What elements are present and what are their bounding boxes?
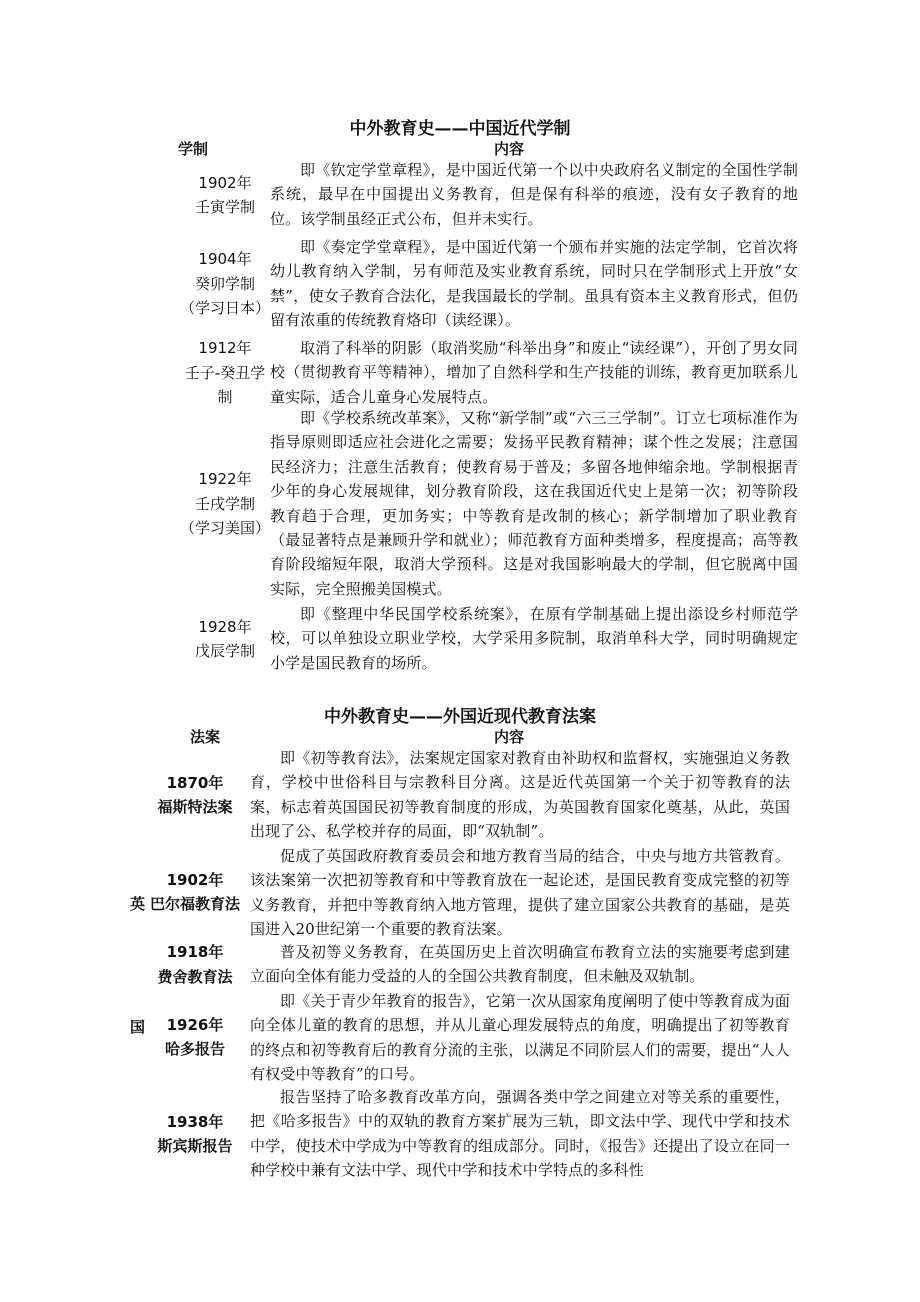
country-label-char-1: 英	[130, 895, 146, 913]
row-label	[130, 1085, 260, 1183]
row-label	[130, 844, 260, 940]
section2-title: 中外教育史——外国近现代教育法案	[324, 707, 596, 727]
row-content: 即《整理中华民国学校系统案》，在原有学制基础上提出添设乡村师范学校，可以单独设立职业学校，大学采用多院制，取消单科大学，同时明确规定小学是国民教育的场所。	[270, 605, 798, 672]
label-line: 制	[217, 388, 233, 407]
label-line: 1912年	[198, 339, 252, 358]
section1-col-content: 内容	[494, 140, 525, 158]
section1-row-1912	[130, 336, 810, 410]
label-line: 1902年	[198, 173, 252, 192]
label-line: 1922年	[198, 470, 252, 489]
row-content: 即《关于青少年教育的报告》，它第一次从国家角度阐明了使中等教育成为面向全体儿童的教育的思想，并从儿童心理发展特点的角度，明确提出了初等教育的终点和初等教育后的教育分流的主张，以满足不同阶层人们的需要，提出“人人有权受中等教育”的口号。	[250, 992, 790, 1084]
section2-row-1926	[130, 989, 810, 1085]
country-label-char-2: 国	[130, 1018, 146, 1036]
section1-title: 中外教育史——中国近代学制	[349, 119, 571, 139]
section2-row-1870	[130, 746, 810, 844]
label-line: 1918年	[166, 943, 224, 961]
row-content: 取消了科举的阴影（取消奖励“科举出身”和废止“读经课”），开创了男女同校（贯彻教育平等精神），增加了自然科学和生产技能的训练，教育更加联系儿童实际，适合儿童身心发展特点。	[270, 339, 798, 406]
row-label	[170, 158, 280, 232]
label-line: 癸卯学制	[194, 274, 255, 293]
label-line: 1938年	[166, 1112, 224, 1131]
row-label	[130, 940, 260, 989]
row-label	[170, 406, 280, 602]
section2-row-1918	[130, 940, 810, 989]
section2-col-label: 法案	[190, 728, 221, 746]
label-line: 壬戌学制	[194, 494, 255, 513]
label-line: 1926年	[166, 1015, 224, 1034]
row-content: 即《钦定学堂章程》，是中国近代第一个以中央政府名义制定的全国性学制系统，最早在中国提出义务教育，但是保有科举的痕迹，没有女子教育的地位。该学制虽经正式公布，但并未实行。	[270, 161, 798, 228]
label-line: 壬子-癸丑学	[184, 363, 266, 382]
row-content: 报告坚持了哈多教育改革方向，强调各类中学之间建立对等关系的重要性，把《哈多报告》中的双轨的教育方案扩展为三轨，即文法中学、现代中学和技术中学，使技术中学成为中等教育的组成部分。同时，《报告》还提出了设立在同一种学校中兼有文法中学、现代中学和技术中学特点的多科性	[250, 1088, 790, 1180]
label-line: 费舍教育法	[157, 967, 233, 986]
row-content: 即《学校系统改革案》，又称“新学制”或“六三三学制”。订立七项标准作为指导原则即适应社会进化之需要；发扬平民教育精神；谋个性之发展；注意国民经济力；注意生活教育；使教育易于普及；多留各地伸缩余地。学制根据青少年的身心发展规律，划分教育阶段，这在我国近代史上是第一次；初等阶段教育趋于合理，更加务实；中等教育是改制的核心；新学制增加了职业教育（最显著特点是兼顾升学和就业）；师范教育方面种类增多，程度提高；高等教育阶段缩短年限，取消大学预科。这是对我国影响最大的学制，但它脱离中国实际，完全照搬美国模式。	[270, 409, 798, 598]
section1-row-1902	[130, 158, 810, 232]
row-content: 即《奏定学堂章程》，是中国近代第一个颁布并实施的法定学制，它首次将幼儿教育纳入学制，另有师范及实业教育系统，同时只在学制形式上开放“女禁”，使女子教育合法化，是我国最长的学制。虽具有资本主义教育形式，但仍留有浓重的传统教育烙印（读经课）。	[270, 238, 798, 330]
label-line: 斯宾斯报告	[157, 1137, 233, 1155]
row-label	[170, 336, 280, 410]
label-line: 1902年	[166, 870, 224, 889]
section2-row-1938	[130, 1085, 810, 1183]
row-label	[130, 746, 260, 844]
label-line: 福斯特法案	[157, 798, 233, 816]
row-label	[170, 235, 280, 333]
label-line: 1870年	[166, 773, 224, 792]
label-line: 壬寅学制	[194, 198, 255, 216]
row-content: 即《初等教育法》，法案规定国家对教育由补助权和监督权，实施强迫义务教育，学校中世俗科目与宗教科目分离。这是近代英国第一个关于初等教育的法案，标志着英国国民初等教育制度的形成，为英国教育国家化奠基，从此，英国出现了公、私学校并存的局面，即“双轨制”。	[250, 749, 790, 841]
section1-row-1904	[130, 235, 810, 333]
section2-col-content: 内容	[494, 728, 525, 746]
row-content: 普及初等义务教育，在英国历史上首次明确宣布教育立法的实施要考虑到建立面向全体有能力受益的人的全国公共教育制度，但未触及双轨制。	[250, 943, 790, 986]
label-line: （学习美国）	[179, 519, 270, 538]
label-line: （学习日本）	[179, 299, 270, 318]
row-label	[170, 602, 280, 676]
section1-row-1922	[130, 406, 810, 602]
row-content: 促成了英国政府教育委员会和地方教育当局的结合，中央与地方共管教育。该法案第一次把初等教育和中等教育放在一起论述，是国民教育变成完整的初等义务教育，并把中等教育纳入地方管理，提供了建立国家公共教育的基础，是英国进入20世纪第一个重要的教育法案。	[250, 847, 790, 939]
section2-row-1902	[130, 844, 810, 940]
row-label	[130, 989, 260, 1085]
section1-col-label: 学制	[178, 140, 209, 158]
label-line: 1928年	[198, 617, 252, 636]
label-line: 哈多报告	[164, 1040, 225, 1058]
label-line: 巴尔福教育法	[149, 895, 240, 913]
label-line: 戊辰学制	[194, 642, 255, 660]
section1-row-1928	[130, 602, 810, 676]
label-line: 1904年	[198, 250, 252, 269]
